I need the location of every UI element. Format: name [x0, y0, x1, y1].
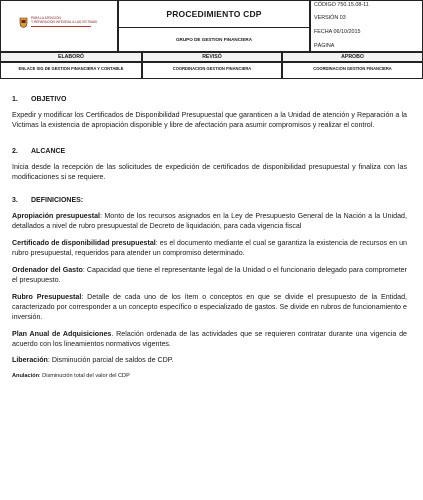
document-title: PROCEDIMIENTO CDP: [166, 9, 262, 19]
definition-item: [12, 238, 407, 258]
reviso-header: [142, 52, 282, 62]
definition-term: Ordenador del Gasto: [12, 266, 83, 274]
definition-term: Certificado de disponibilidad presupuestal: [12, 239, 156, 247]
section-title: DEFINICIONES:: [31, 197, 84, 204]
seal-icon: [19, 17, 28, 28]
objetivo-paragraph: Expedir y modificar los Certificados de Disponibilidad Presupuestal que garanticen a la Unidad de atención y Reparación a la Victimas la existencia de apropiación disponible y libre de afectación para asumir compromisos y realizar el control.: [12, 111, 407, 129]
section-heading-alcance: [12, 147, 407, 156]
logo-text-line2: Y REPARACIÓN INTEGRAL A LAS VÍCTIMAS: [31, 20, 98, 24]
entity-logo: [19, 16, 109, 32]
section-number: 2.: [12, 148, 18, 155]
definition-text: : Monto de los recursos asignados en la Ley de Presupuesto General de la Nación a la Unidad, detallados a nivel de rubro presupuestal de Decreto de liquidación, para cada vigencia fiscal: [12, 212, 407, 230]
section-heading-definiciones: [12, 196, 407, 205]
definition-text: : es el documento mediante el cual se garantiza la existencia de recursos en un rubro presupuestal, requeridos para atender un compromiso determinado.: [12, 239, 407, 257]
document-subtitle: GRUPO DE GESTION FINANCIERA: [175, 37, 253, 42]
elaboro-header: [0, 52, 142, 62]
definition-item: [12, 372, 407, 380]
document-body: [12, 95, 407, 380]
title-divider: [119, 27, 309, 28]
definition-text: : Disminución total del valor del CDP: [39, 373, 130, 379]
section-heading-objetivo: [12, 95, 407, 104]
reviso-cell: [142, 62, 282, 79]
section-number: 1.: [12, 96, 18, 103]
alcance-paragraph: Inicia desde la recepción de las solicitudes de expedición de certificados de disponibilidad presupuestal y finaliza con las modificaciones si se requiere.: [12, 163, 407, 181]
section-number: 3.: [12, 197, 18, 204]
doc-date: FECHA 06/10/2015: [314, 29, 361, 35]
meta-cell: [310, 0, 423, 52]
definition-term: Plan Anual de Adquisiciones: [12, 330, 112, 338]
definition-text: . Relación ordenada de las actividades que se requieren contratar durante una vigencia de acuerdo con los lineamientos normativos vigentes.: [12, 330, 407, 348]
logo-text-line1: PARA LA ATENCIÓN: [31, 16, 61, 20]
definition-text: : Disminución parcial de saldos de CDP.: [47, 356, 174, 364]
elaboro-cell: [0, 62, 142, 79]
definition-text: : Capacidad que tiene el representante legal de la Unidad o el funcionario delegado para comprometer el presupuesto.: [12, 266, 407, 284]
aprobo-label: APROBO: [341, 54, 364, 60]
definition-item: [12, 211, 407, 231]
definition-item: [12, 265, 407, 285]
definition-item: [12, 292, 407, 322]
definition-term: Anulación: [12, 373, 40, 379]
definition-item: [12, 329, 407, 349]
elaboro-value: ENLACE SIG DE GESTION FINANCIERA Y CONTABLE: [18, 66, 124, 71]
aprobo-cell: [282, 62, 423, 79]
section-title: OBJETIVO: [31, 96, 67, 103]
title-cell: [118, 0, 310, 52]
definition-term: Apropiación presupuestal: [12, 212, 100, 220]
definition-text: : Detalle de cada uno de los ítem o conceptos en que se divide el presupuesto de la Entidad, caracterizado por corresponder a un concepto específico o especializado de gastos. Se divide en rubros de funcionamiento e inversión.: [12, 293, 407, 321]
logo-cell: [0, 0, 118, 52]
logo-underline: [31, 26, 91, 27]
elaboro-label: ELABORÓ: [58, 54, 84, 60]
doc-page: PÁGINA: [314, 43, 335, 49]
doc-version: VERSIÓN 03: [314, 15, 346, 21]
aprobo-value: COORDINACION GESTION FINANCIERA: [313, 66, 392, 71]
section-title: ALCANCE: [31, 148, 66, 155]
definition-term: Liberación: [12, 356, 48, 364]
reviso-label: REVISÓ: [202, 54, 222, 60]
definition-term: Rubro Presupuestal: [12, 293, 82, 301]
reviso-value: COORDINACION GESTION FINANCIERA: [172, 66, 252, 71]
definition-item: [12, 355, 407, 365]
doc-code: CÓDIGO 750.15.08-11: [314, 2, 369, 8]
aprobo-header: [282, 52, 423, 62]
